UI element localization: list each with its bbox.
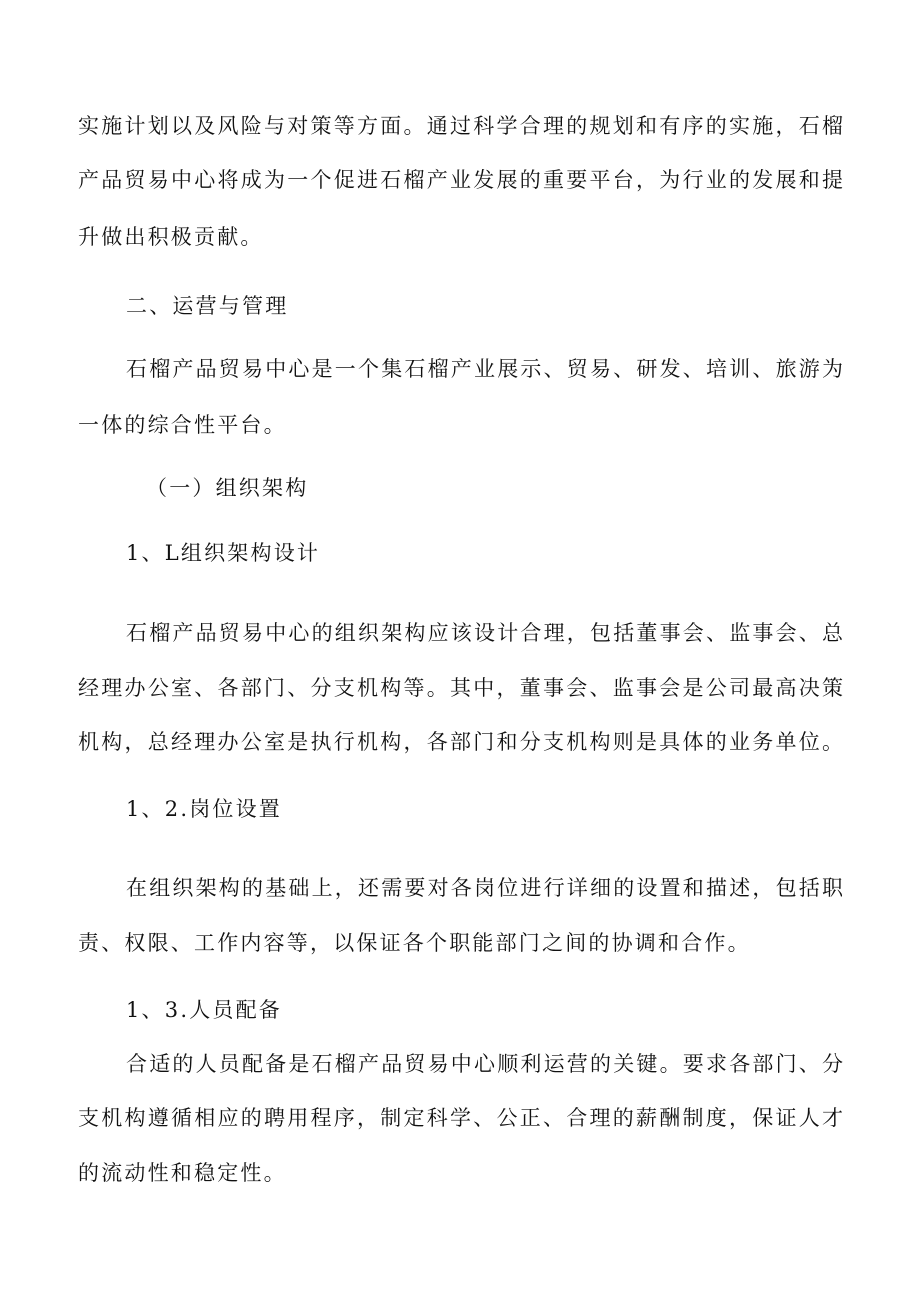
item-heading: 1、L组织架构设计: [126, 541, 321, 565]
paragraph-line: 支机构遵循相应的聘用程序，制定科学、公正、合理的薪酬制度，保证人才: [78, 1106, 843, 1130]
paragraph-line: 在组织架构的基础上，还需要对各岗位进行详细的设置和描述，包括职: [126, 876, 843, 900]
paragraph-line: 合适的人员配备是石榴产品贸易中心顺利运营的关键。要求各部门、分: [126, 1052, 843, 1076]
paragraph-line: 责、权限、工作内容等，以保证各个职能部门之间的协调和合作。: [78, 931, 751, 955]
paragraph-line: 石榴产品贸易中心的组织架构应该设计合理，包括董事会、监事会、总: [126, 621, 843, 645]
paragraph-line: 产品贸易中心将成为一个促进石榴产业发展的重要平台，为行业的发展和提: [78, 168, 843, 192]
item-heading: 1、2.岗位设置: [126, 797, 282, 821]
paragraph-line: 升做出积极贡献。: [78, 225, 264, 249]
paragraph-line: 的流动性和稳定性。: [78, 1161, 287, 1185]
item-heading: 1、3.人员配备: [126, 998, 282, 1022]
paragraph-line: 实施计划以及风险与对策等方面。通过科学合理的规划和有序的实施，石榴: [78, 114, 843, 138]
section-heading: 二、运营与管理: [126, 294, 289, 318]
paragraph-line: 经理办公室、各部门、分支机构等。其中，董事会、监事会是公司最高决策: [78, 676, 843, 700]
paragraph-line: 一体的综合性平台。: [78, 413, 287, 437]
paragraph-line: 石榴产品贸易中心是一个集石榴产业展示、贸易、研发、培训、旅游为: [126, 357, 843, 381]
paragraph-line: 机构，总经理办公室是执行机构，各部门和分支机构则是具体的业务单位。: [78, 730, 843, 754]
subsection-heading: （一）组织架构: [146, 476, 309, 500]
